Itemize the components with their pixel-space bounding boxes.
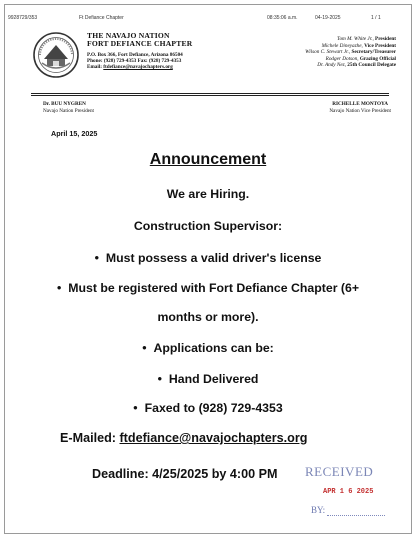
fax-sender-title: Ft Defiance Chapter: [79, 15, 124, 21]
received-stamp: RECEIVED: [305, 464, 374, 479]
chapter-email-line: [87, 64, 192, 70]
officer-title: Secretary/Treasurer: [351, 49, 396, 56]
emailed-address-link[interactable]: ftdefiance@navajochapters.org: [119, 431, 308, 445]
header-divider: [31, 93, 389, 94]
president-name: Dr. BUU NYGREN: [43, 101, 86, 107]
requirement-continuation: months or more).: [157, 310, 259, 324]
bullet-icon: •: [56, 281, 62, 295]
officer-name: Tom M. White Jr.,: [337, 36, 376, 42]
fax-time: 08:35:06 a.m.: [267, 15, 298, 21]
officer-row: [305, 49, 396, 56]
fax-page-count: 1 / 1: [371, 15, 381, 21]
chapter-phone-fax: Phone: (928) 729-4353 Fax: (928) 729-4353: [87, 58, 182, 64]
submission-method-item: [5, 401, 411, 415]
submission-method-item: [5, 372, 411, 386]
officer-title: 25th Council Delegate: [347, 62, 396, 69]
officer-row: [305, 43, 396, 50]
email-label: Email:: [87, 64, 104, 70]
applications-text: Applications can be:: [153, 341, 274, 355]
header-divider-thin: [31, 95, 389, 96]
officers-list: [305, 36, 396, 69]
letter-date: April 15, 2025: [51, 129, 98, 138]
emailed-label: E-Mailed:: [60, 431, 120, 445]
requirement-item: [5, 281, 411, 295]
officer-row: [305, 36, 396, 43]
officer-title: Vice President: [364, 42, 396, 49]
bullet-icon: •: [157, 372, 162, 386]
received-stamp-by: BY:: [311, 505, 326, 515]
chapter-address: P.O. Box 366, Fort Defiance, Arizona 86504: [87, 52, 183, 58]
bullet-icon: •: [133, 401, 138, 415]
nation-president-block: [43, 101, 94, 114]
fax-date: 04-19-2025: [315, 15, 341, 21]
deadline-line: Deadline: 4/25/2025 by 4:00 PM: [92, 467, 278, 481]
received-stamp-signature-line: [327, 515, 385, 516]
officer-row: [305, 56, 396, 63]
chapter-email-link[interactable]: ftdefiance@navajochapters.org: [103, 64, 173, 70]
hiring-line: We are Hiring.: [166, 187, 250, 201]
officer-name: Michele Dineyazhe,: [321, 42, 365, 49]
officer-name: Wilson C. Stewart Jr.,: [305, 49, 352, 56]
bullet-icon: •: [142, 341, 147, 355]
applications-item: [5, 341, 411, 355]
officer-name: Rodger Dotson,: [325, 55, 360, 62]
chapter-seal-logo: [32, 31, 80, 79]
fax-page: [4, 4, 412, 534]
nation-name: THE NAVAJO NATION: [87, 31, 170, 40]
submission-method-text: Faxed to (928) 729-4353: [144, 401, 283, 415]
bullet-icon: •: [94, 251, 99, 265]
officer-title: President: [375, 36, 396, 42]
officer-title: Grazing Official: [359, 55, 396, 62]
emailed-line: [60, 431, 307, 445]
requirement-text: Must possess a valid driver's license: [105, 251, 322, 265]
officer-row: [305, 62, 396, 69]
officer-name: Dr. Andy Nez,: [317, 62, 348, 69]
submission-method-text: Hand Delivered: [168, 372, 259, 386]
letterhead: [87, 32, 192, 70]
requirement-text: Must be registered with Fort Defiance Chapter (6+: [68, 281, 360, 295]
vice-president-title: Navajo Nation Vice President: [329, 107, 391, 114]
vice-president-name: RICHELLE MONTOYA: [332, 101, 389, 107]
chapter-name: FORT DEFIANCE CHAPTER: [87, 39, 193, 48]
received-stamp-date: APR 1 6 2025: [323, 488, 374, 496]
nation-vice-president-block: [329, 101, 391, 114]
fax-number: 9928729/353: [8, 15, 38, 21]
position-title: Construction Supervisor:: [133, 219, 283, 233]
requirement-item: [5, 251, 411, 265]
president-title: Navajo Nation President: [43, 107, 94, 114]
announcement-heading: Announcement: [149, 151, 267, 168]
